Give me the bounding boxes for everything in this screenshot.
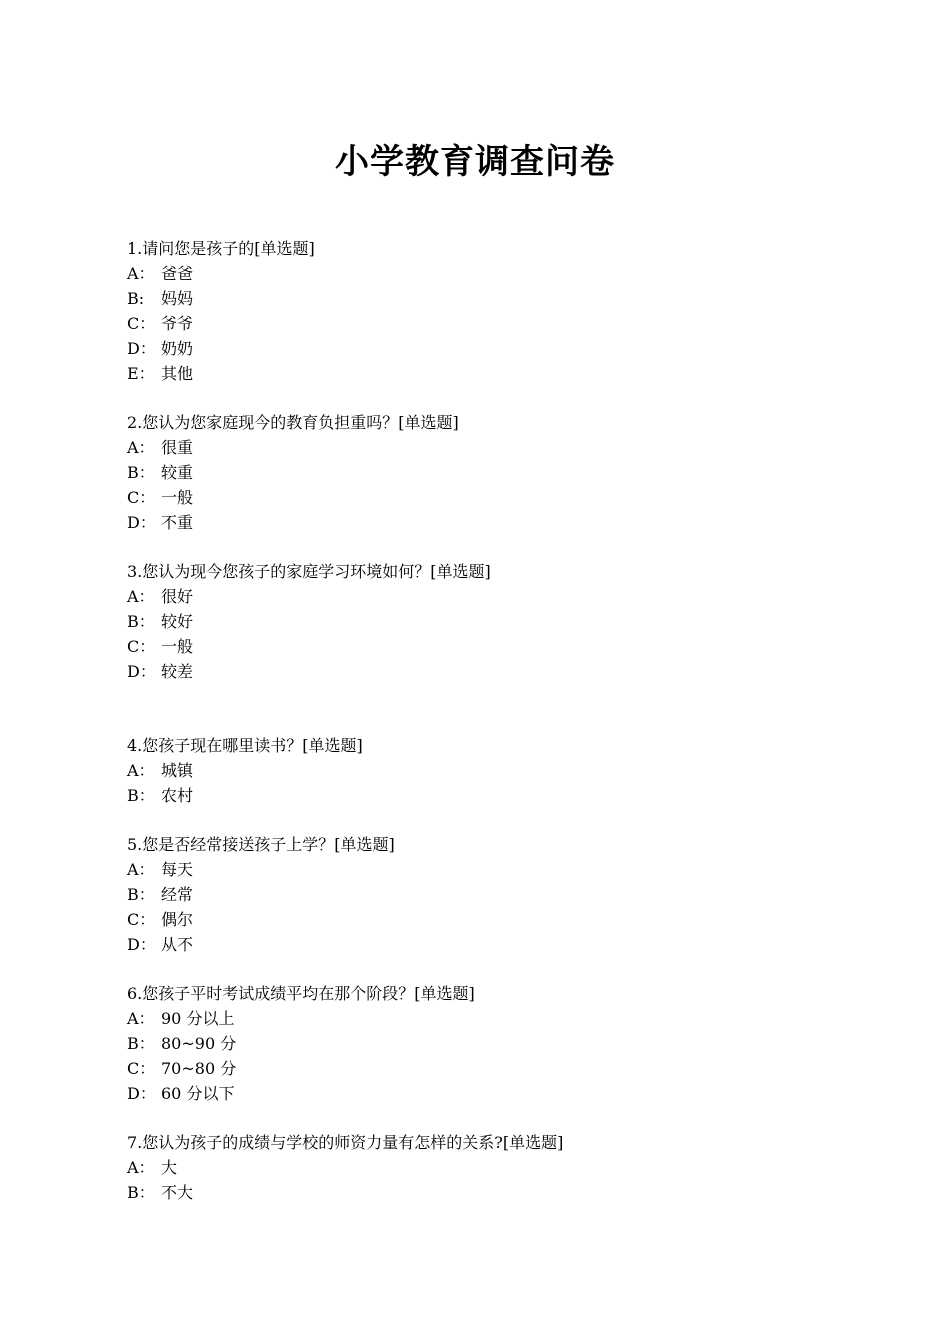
option-d [127, 659, 827, 684]
question-2 [127, 410, 827, 535]
option-b [127, 882, 827, 907]
option-letter: B: [127, 289, 145, 308]
option-letter: D： [127, 1084, 156, 1103]
option-letter: B： [127, 885, 155, 904]
option-text: 90 分以上 [161, 1009, 235, 1028]
option-d [127, 1081, 827, 1106]
option-b [127, 783, 827, 808]
option-c [127, 311, 827, 336]
option-text: 妈妈 [161, 289, 194, 308]
option-text: 很重 [161, 438, 194, 457]
option-letter: E： [127, 364, 155, 383]
option-letter: B： [127, 1183, 155, 1202]
option-letter: A： [127, 860, 155, 879]
option-text: 不大 [161, 1183, 194, 1202]
question-text: 4.您孩子现在哪里读书？[单选题] [127, 736, 363, 755]
option-text: 经常 [161, 885, 194, 904]
option-letter: C： [127, 1059, 156, 1078]
option-a [127, 261, 827, 286]
option-a [127, 435, 827, 460]
option-a [127, 857, 827, 882]
option-letter: C： [127, 314, 156, 333]
option-letter: B： [127, 463, 155, 482]
option-text: 一般 [161, 637, 194, 656]
question-text: 1.请问您是孩子的[单选题] [127, 239, 315, 258]
option-letter: D： [127, 662, 156, 681]
option-letter: B： [127, 786, 155, 805]
question-4 [127, 733, 827, 808]
option-text: 奶奶 [161, 339, 194, 358]
option-d [127, 510, 827, 535]
option-c [127, 634, 827, 659]
option-b [127, 286, 827, 311]
option-letter: A： [127, 761, 155, 780]
option-letter: D： [127, 935, 156, 954]
option-text: 每天 [161, 860, 194, 879]
option-text: 70~80 分 [161, 1059, 237, 1078]
option-text: 农村 [161, 786, 194, 805]
option-a [127, 1006, 827, 1031]
option-text: 不重 [161, 513, 194, 532]
option-d [127, 336, 827, 361]
option-text: 偶尔 [161, 910, 194, 929]
option-text: 80~90 分 [161, 1034, 237, 1053]
document-title: 小学教育调查问卷 [335, 142, 615, 182]
option-c [127, 485, 827, 510]
question-7 [127, 1130, 827, 1205]
option-text: 爷爷 [161, 314, 194, 333]
option-letter: A： [127, 264, 155, 283]
option-letter: A： [127, 1158, 155, 1177]
option-letter: B： [127, 612, 155, 631]
option-letter: A： [127, 587, 155, 606]
option-b [127, 609, 827, 634]
question-5 [127, 832, 827, 957]
option-d [127, 932, 827, 957]
question-1 [127, 236, 827, 386]
question-text: 2.您认为您家庭现今的教育负担重吗？[单选题] [127, 413, 459, 432]
question-text: 5.您是否经常接送孩子上学？[单选题] [127, 835, 395, 854]
option-c [127, 1056, 827, 1081]
option-c [127, 907, 827, 932]
option-a [127, 1155, 827, 1180]
option-a [127, 584, 827, 609]
option-letter: D： [127, 339, 156, 358]
question-list [127, 236, 827, 1229]
option-text: 大 [161, 1158, 178, 1177]
option-letter: D： [127, 513, 156, 532]
option-text: 一般 [161, 488, 194, 507]
question-text: 3.您认为现今您孩子的家庭学习环境如何？[单选题] [127, 562, 491, 581]
question-text: 6.您孩子平时考试成绩平均在那个阶段？[单选题] [127, 984, 475, 1003]
option-e [127, 361, 827, 386]
option-letter: C： [127, 910, 156, 929]
option-letter: C： [127, 637, 156, 656]
question-6 [127, 981, 827, 1106]
option-text: 其他 [161, 364, 194, 383]
question-3 [127, 559, 827, 684]
option-letter: B： [127, 1034, 155, 1053]
option-text: 很好 [161, 587, 194, 606]
option-a [127, 758, 827, 783]
option-text: 60 分以下 [161, 1084, 235, 1103]
option-text: 较重 [161, 463, 194, 482]
option-text: 较差 [161, 662, 194, 681]
option-text: 爸爸 [161, 264, 194, 283]
option-text: 从不 [161, 935, 194, 954]
option-letter: A： [127, 1009, 155, 1028]
option-letter: A： [127, 438, 155, 457]
option-b [127, 460, 827, 485]
option-text: 城镇 [161, 761, 194, 780]
option-b [127, 1031, 827, 1056]
question-text: 7.您认为孩子的成绩与学校的师资力量有怎样的关系?[单选题] [127, 1133, 564, 1152]
option-letter: C： [127, 488, 156, 507]
option-b [127, 1180, 827, 1205]
option-text: 较好 [161, 612, 194, 631]
